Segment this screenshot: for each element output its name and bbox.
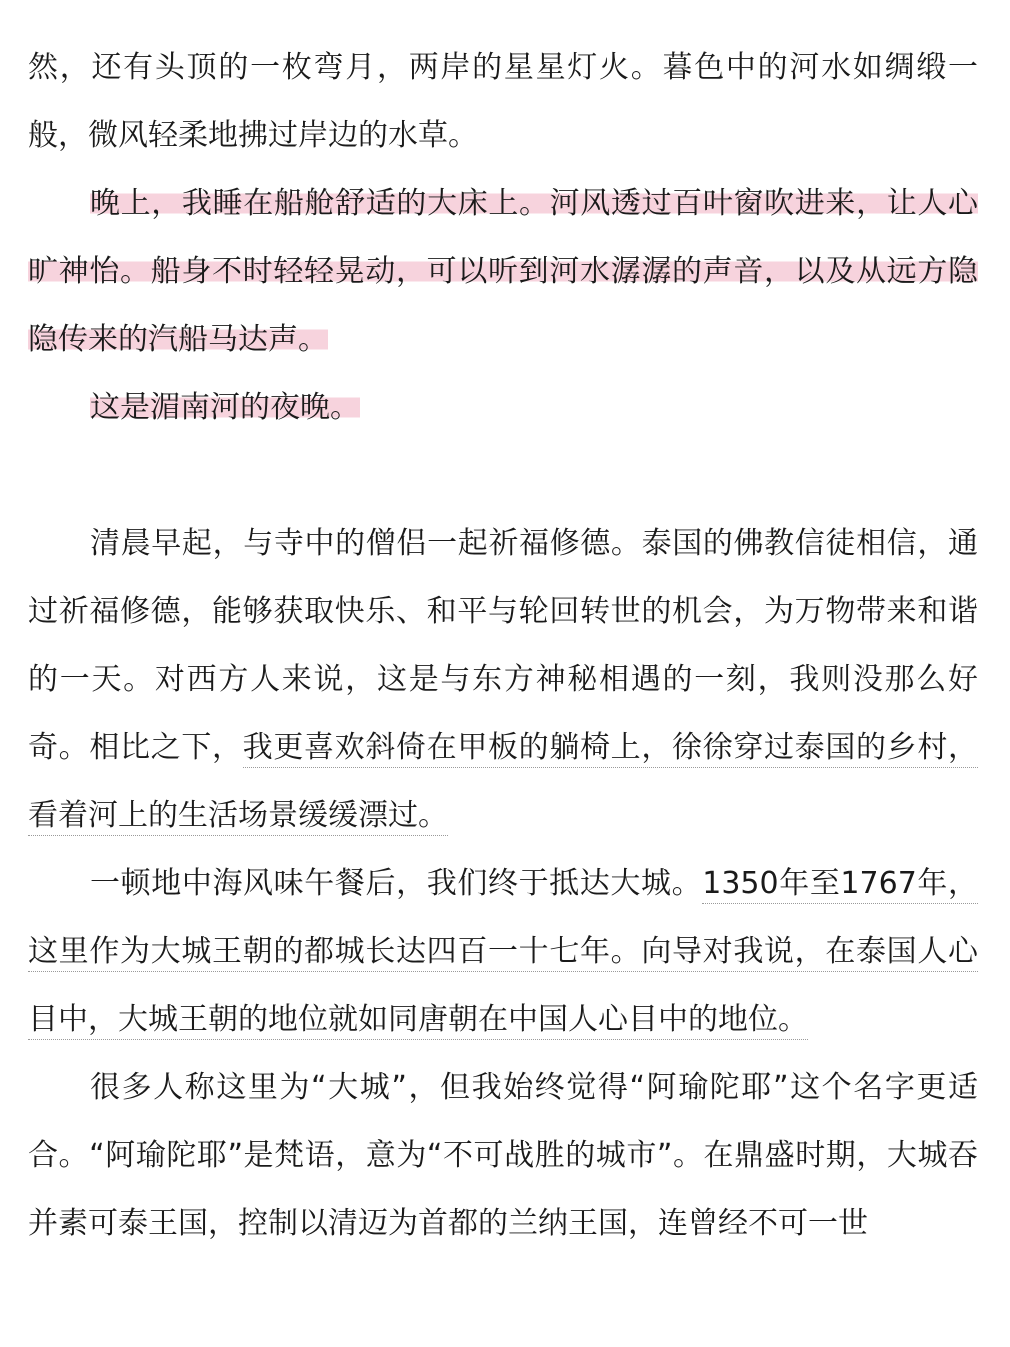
underlined-text: 我更喜欢斜倚在甲板的躺椅上，徐徐穿过泰国的乡村，看着河上的生活场景缓缓漂过。 [28, 730, 978, 836]
underlined-text: 1350年至1767年，这里作为大城王朝的都城长达四百一十七年。向导对我说，在泰国人心目中，大城王朝的地位就如同唐朝在中国人心目中的地位。 [28, 866, 978, 1040]
paragraph-6 [28, 1054, 978, 1258]
paragraph-4 [28, 510, 978, 850]
paragraph-gap [28, 442, 978, 510]
text-segment: 很多人称这里为“大城”，但我始终觉得“阿瑜陀耶”这个名字更适合。“阿瑜陀耶”是梵语，意为“不可战胜的城市”。在鼎盛时期，大城吞并素可泰王国，控制以清迈为首都的兰纳王国，连曾经不可一世 [28, 1070, 978, 1241]
paragraph-5 [28, 850, 978, 1054]
paragraph-3 [28, 374, 978, 442]
highlighted-text: 晚上，我睡在船舱舒适的大床上。河风透过百叶窗吹进来，让人心旷神怡。船身不时轻轻晃动，可以听到河水潺潺的声音，以及从远方隐隐传来的汽船马达声。 [28, 186, 978, 357]
text-segment: 一顿地中海风味午餐后，我们终于抵达大城。 [90, 866, 703, 901]
paragraph-1 [28, 34, 978, 170]
paragraph-2 [28, 170, 978, 374]
highlighted-text: 这是湄南河的夜晚。 [90, 390, 360, 425]
text-segment: 清晨早起，与寺中的僧侣一起祈福修德。泰国的佛教信徒相信，通过祈福修德，能够获取快乐、和平与轮回转世的机会，为万物带来和谐的一天。对西方人来说，这是与东方神秘相遇的一刻，我则没那么好奇。相比之下， [28, 526, 978, 765]
document-page [28, 34, 978, 1258]
text-segment: 然，还有头顶的一枚弯月，两岸的星星灯火。暮色中的河水如绸缎一般，微风轻柔地拂过岸边的水草。 [28, 50, 978, 153]
